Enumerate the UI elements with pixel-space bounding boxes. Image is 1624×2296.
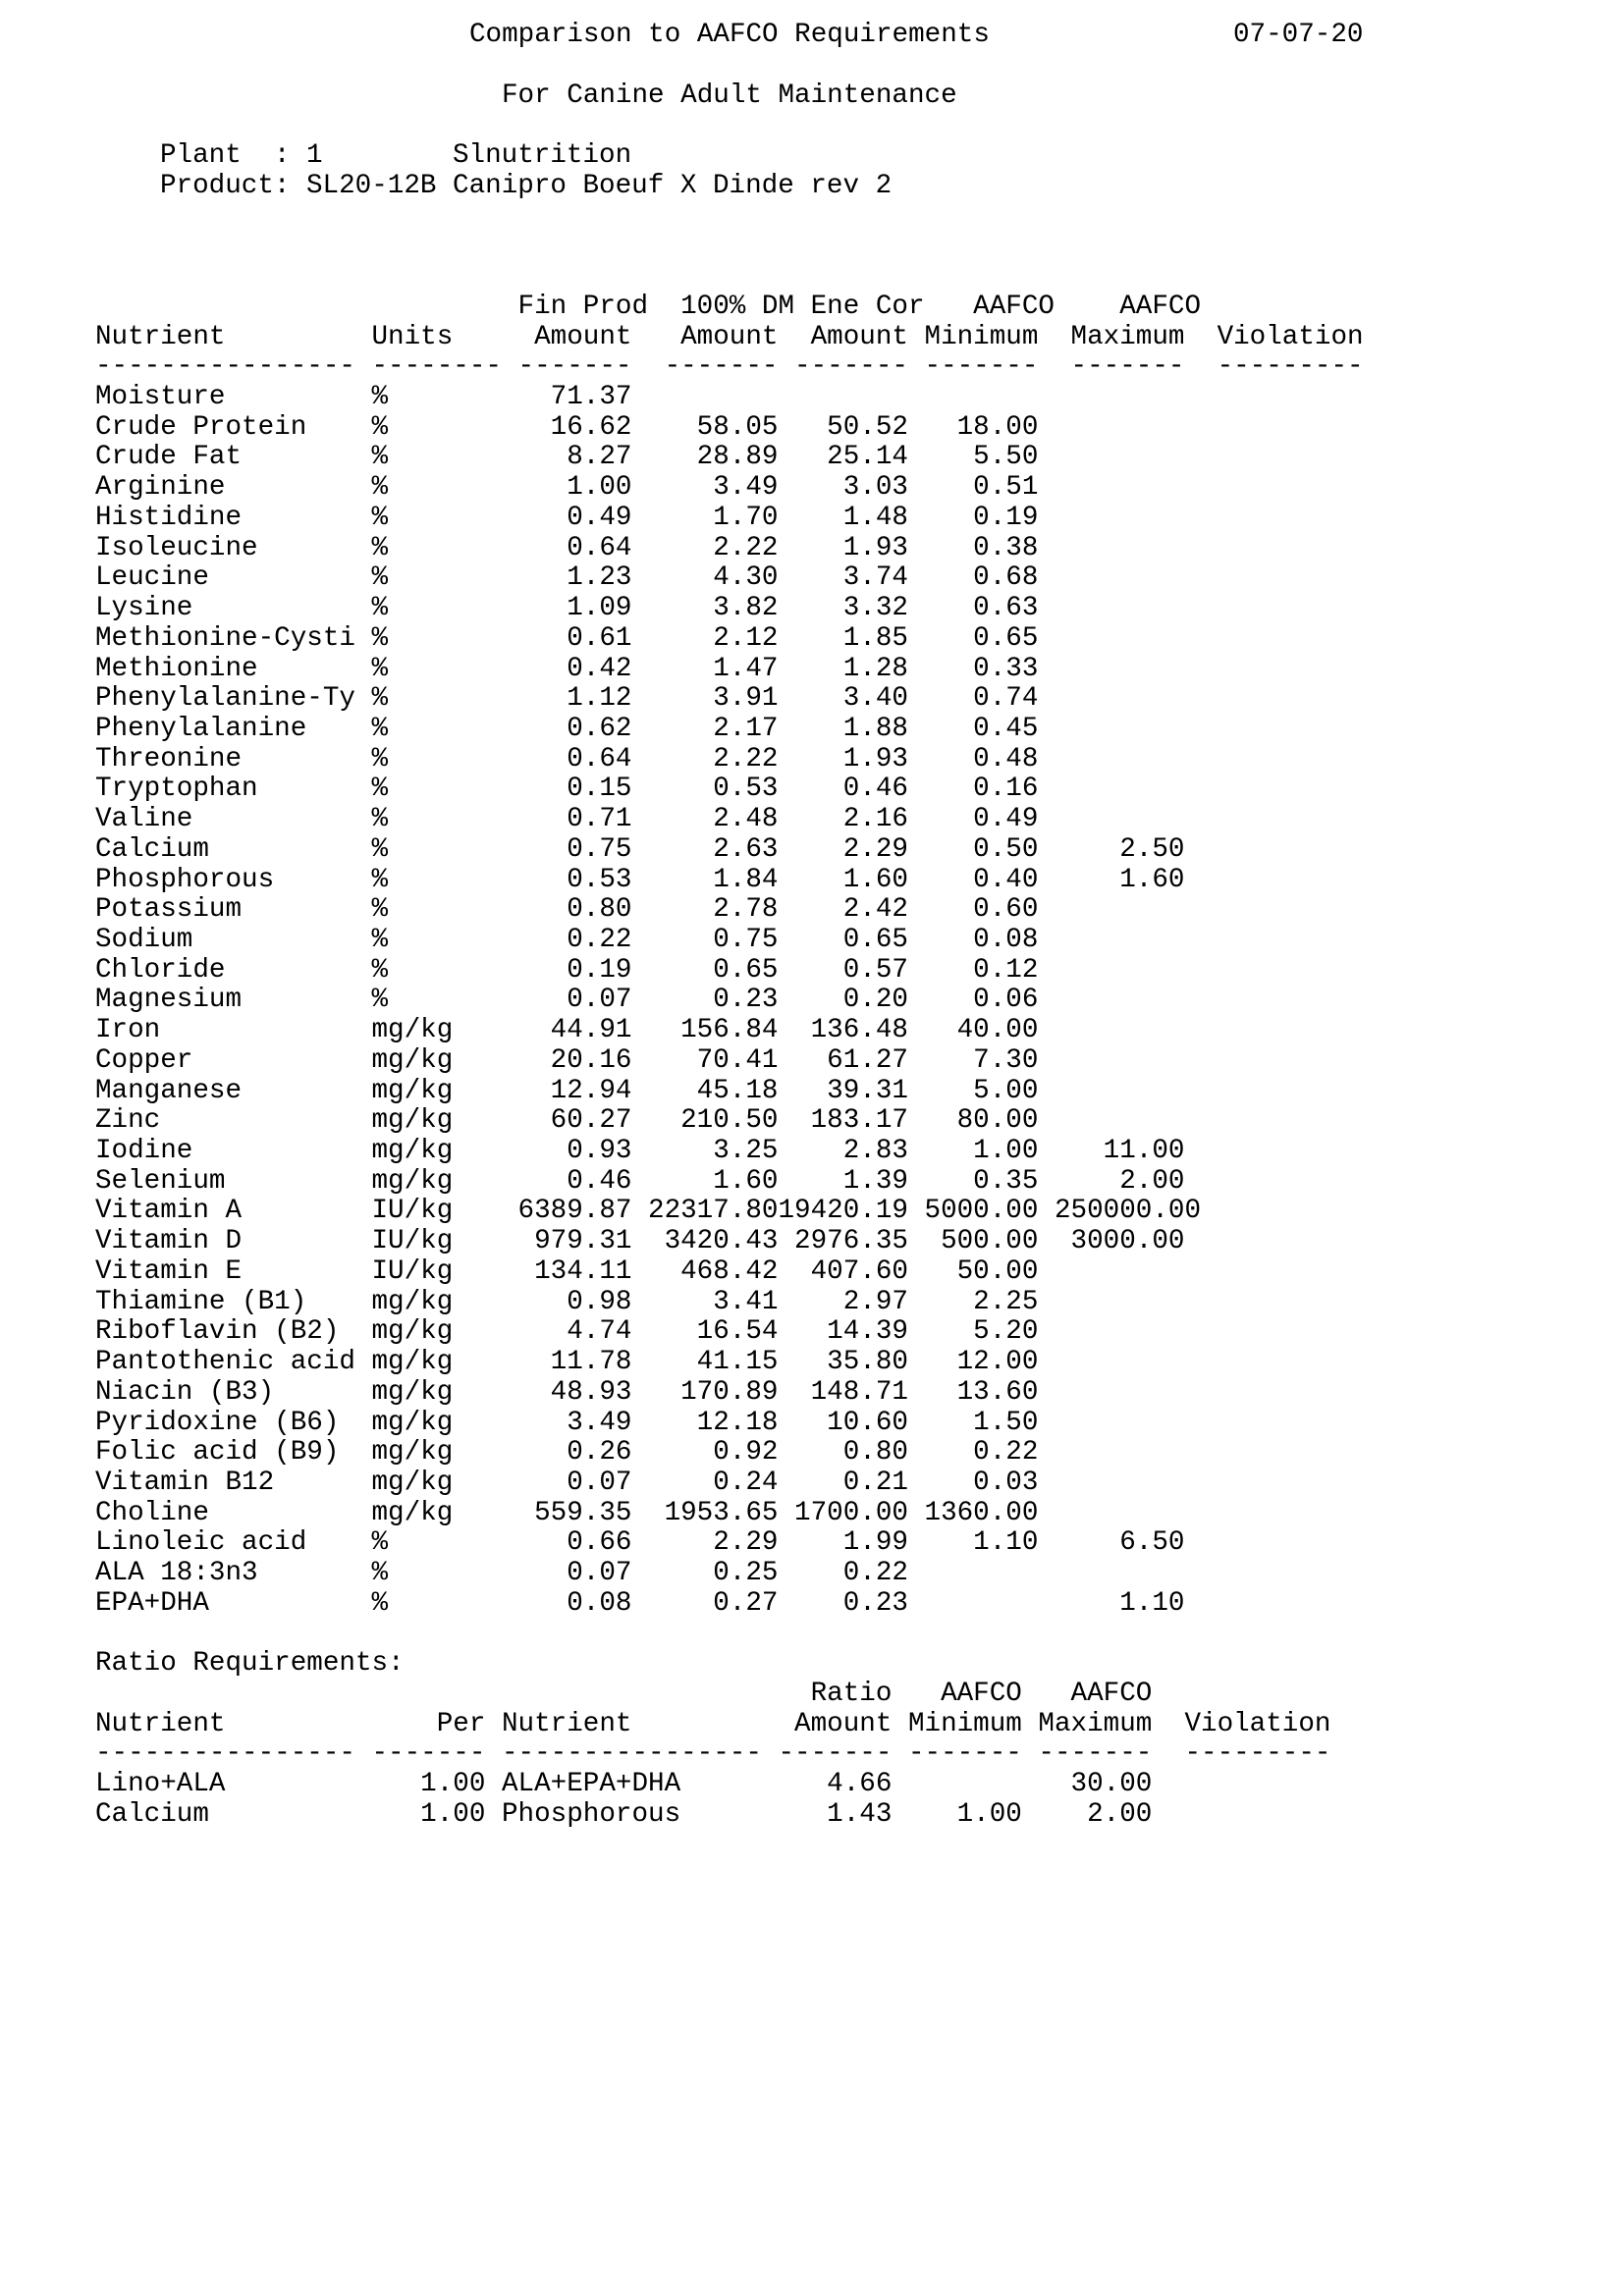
main-table-row: Methionine-Cysti % 0.61 2.12 1.85 0.65 — [95, 622, 1185, 654]
main-table-row: Isoleucine % 0.64 2.22 1.93 0.38 — [95, 532, 1185, 563]
main-table-row: Iron mg/kg 44.91 156.84 136.48 40.00 — [95, 1015, 1185, 1046]
main-table-row: Magnesium % 0.07 0.23 0.20 0.06 — [95, 985, 1185, 1016]
ratio-table-row: Calcium 1.00 Phosphorous 1.43 1.00 2.00 — [95, 1798, 1153, 1830]
main-table-row: Zinc mg/kg 60.27 210.50 183.17 80.00 — [95, 1105, 1185, 1137]
product-label: Product: — [160, 171, 291, 201]
main-table-row: Chloride % 0.19 0.65 0.57 0.12 — [95, 954, 1185, 986]
main-table-row: Selenium mg/kg 0.46 1.60 1.39 0.35 2.00 — [95, 1165, 1185, 1197]
main-table-row: Vitamin B12 mg/kg 0.07 0.24 0.21 0.03 — [95, 1467, 1185, 1498]
main-table-group-header: Fin Prod 100% DM Ene Cor AAFCO AAFCO — [95, 291, 1202, 322]
main-table-row: Arginine % 1.00 3.49 3.03 0.51 — [95, 472, 1185, 504]
main-table-row: Lysine % 1.09 3.82 3.32 0.63 — [95, 593, 1185, 624]
main-table-row: Methionine % 0.42 1.47 1.28 0.33 — [95, 653, 1185, 684]
main-table-row: Vitamin D IU/kg 979.31 3420.43 2976.35 500.00 3000.00 — [95, 1226, 1185, 1257]
main-table-row: Calcium % 0.75 2.63 2.29 0.50 2.50 — [95, 833, 1185, 865]
main-table-row: Niacin (B3) mg/kg 48.93 170.89 148.71 13.60 — [95, 1376, 1185, 1408]
ratio-table-group-header: Ratio AAFCO AAFCO — [95, 1679, 1153, 1709]
plant-label: Plant : — [160, 140, 291, 171]
main-table-row: EPA+DHA % 0.08 0.27 0.23 1.10 — [95, 1587, 1185, 1619]
main-table-row: Phenylalanine % 0.62 2.17 1.88 0.45 — [95, 713, 1185, 744]
main-table-row: Pyridoxine (B6) mg/kg 3.49 12.18 10.60 1.50 — [95, 1407, 1185, 1438]
ratio-table-divider: ---------------- ------- ---------------- ------- ------- ------- --------- — [95, 1738, 1331, 1770]
main-table-row: Pantothenic acid mg/kg 11.78 41.15 35.80 12.00 — [95, 1347, 1185, 1378]
main-table-row: Moisture % 71.37 — [95, 382, 1185, 413]
main-table-divider: ---------------- -------- ------- ------- ------- ------- ------- --------- — [95, 351, 1364, 383]
main-table-row: Leucine % 1.23 4.30 3.74 0.68 — [95, 562, 1185, 594]
main-table-row: Potassium % 0.80 2.78 2.42 0.60 — [95, 894, 1185, 926]
main-table-row: Thiamine (B1) mg/kg 0.98 3.41 2.97 2.25 — [95, 1286, 1185, 1317]
ratio-table-column-header: Nutrient Per Nutrient Amount Minimum Maximum Violation — [95, 1708, 1331, 1739]
page-title: Comparison to AAFCO Requirements — [469, 20, 990, 50]
main-table-row: Choline mg/kg 559.35 1953.65 1700.00 1360.00 — [95, 1497, 1185, 1528]
main-table-row: Riboflavin (B2) mg/kg 4.74 16.54 14.39 5.20 — [95, 1316, 1185, 1348]
main-table-row: Iodine mg/kg 0.93 3.25 2.83 1.00 11.00 — [95, 1136, 1185, 1167]
main-table-row: ALA 18:3n3 % 0.07 0.25 0.22 — [95, 1558, 1185, 1589]
main-table-row: Copper mg/kg 20.16 70.41 61.27 7.30 — [95, 1044, 1185, 1076]
page-subtitle: For Canine Adult Maintenance — [502, 80, 957, 111]
main-table-column-header: Nutrient Units Amount Amount Amount Minimum Maximum Violation — [95, 321, 1364, 352]
main-table-row: Linoleic acid % 0.66 2.29 1.99 1.10 6.50 — [95, 1527, 1185, 1559]
main-table-row: Vitamin E IU/kg 134.11 468.42 407.60 50.00 — [95, 1255, 1185, 1287]
main-table-row: Folic acid (B9) mg/kg 0.26 0.92 0.80 0.22 — [95, 1437, 1185, 1468]
main-table-row: Phosphorous % 0.53 1.84 1.60 0.40 1.60 — [95, 864, 1185, 895]
main-table-row: Crude Protein % 16.62 58.05 50.52 18.00 — [95, 411, 1185, 443]
main-table-row: Tryptophan % 0.15 0.53 0.46 0.16 — [95, 774, 1185, 805]
main-table-row: Sodium % 0.22 0.75 0.65 0.08 — [95, 925, 1185, 955]
plant-org: Slnutrition — [453, 140, 632, 171]
main-table-row: Phenylalanine-Ty % 1.12 3.91 3.40 0.74 — [95, 683, 1185, 715]
ratio-table-row: Lino+ALA 1.00 ALA+EPA+DHA 4.66 30.00 — [95, 1769, 1153, 1800]
main-table-row: Histidine % 0.49 1.70 1.48 0.19 — [95, 502, 1185, 533]
ratio-section-heading: Ratio Requirements: — [95, 1648, 405, 1679]
main-table-row: Crude Fat % 8.27 28.89 25.14 5.50 — [95, 442, 1185, 473]
main-table-row: Manganese mg/kg 12.94 45.18 39.31 5.00 — [95, 1075, 1185, 1106]
plant-value: 1 — [306, 140, 323, 171]
main-table-row: Threonine % 0.64 2.22 1.93 0.48 — [95, 743, 1185, 774]
product-value: SL20-12B Canipro Boeuf X Dinde rev 2 — [306, 171, 893, 201]
main-table-row: Valine % 0.71 2.48 2.16 0.49 — [95, 804, 1185, 835]
report-date: 07-07-20 — [1233, 20, 1364, 50]
main-table-row: Vitamin A IU/kg 6389.87 22317.8019420.19 5000.00 250000.00 — [95, 1196, 1202, 1227]
